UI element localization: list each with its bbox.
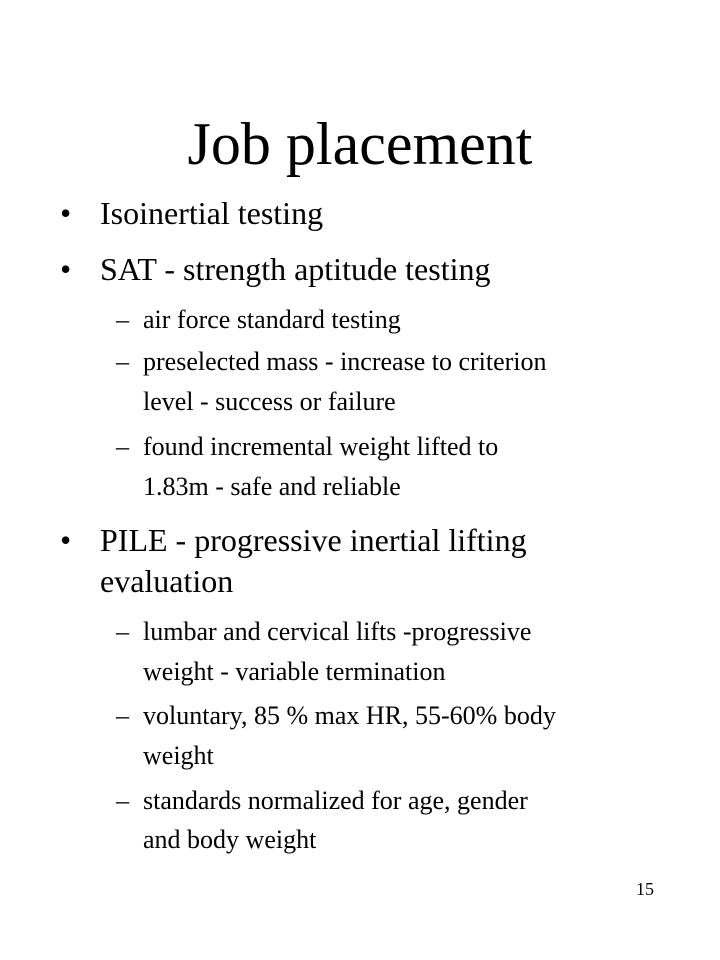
sub-bullet-text: weight - variable termination	[143, 657, 446, 686]
sub-bullet-text: level - success or failure	[143, 387, 396, 416]
dash-icon: –	[116, 347, 129, 376]
bullet-item	[60, 521, 527, 559]
sub-bullet-continuation	[143, 384, 396, 420]
bullet-item	[60, 250, 491, 288]
dash-icon: –	[116, 786, 129, 815]
bullet-text: Isoinertial testing	[100, 195, 324, 231]
sub-bullet-text: air force standard testing	[143, 305, 401, 334]
sub-bullet-text: standards normalized for age, gender	[143, 786, 528, 815]
sub-bullet-continuation	[143, 469, 401, 505]
slide-title: Job placement	[187, 111, 533, 177]
sub-bullet-text: preselected mass - increase to criterion	[143, 347, 547, 376]
sub-bullet-item	[116, 429, 499, 465]
sub-bullet-continuation	[143, 822, 316, 858]
dash-icon: –	[116, 617, 129, 646]
sub-bullet-item	[116, 614, 532, 650]
bullet-dot-icon: •	[60, 251, 72, 287]
sub-bullet-text: found incremental weight lifted to	[143, 432, 499, 461]
sub-bullet-continuation	[143, 654, 446, 690]
bullet-text: SAT - strength aptitude testing	[100, 251, 491, 287]
bullet-text: PILE - progressive inertial lifting	[100, 522, 527, 558]
sub-bullet-text: 1.83m - safe and reliable	[143, 472, 401, 501]
bullet-dot-icon: •	[60, 522, 72, 558]
bullet-dot-icon: •	[60, 195, 72, 231]
sub-bullet-item	[116, 302, 401, 338]
sub-bullet-text: weight	[143, 741, 214, 770]
sub-bullet-text: voluntary, 85 % max HR, 55-60% body	[143, 701, 556, 730]
bullet-continuation	[100, 562, 233, 600]
page-number: 15	[636, 879, 654, 899]
bullet-text: evaluation	[100, 563, 234, 599]
dash-icon: –	[116, 305, 129, 334]
sub-bullet-item	[116, 344, 547, 380]
dash-icon: –	[116, 701, 129, 730]
sub-bullet-continuation	[143, 738, 214, 774]
dash-icon: –	[116, 432, 129, 461]
bullet-item	[60, 194, 324, 232]
sub-bullet-item	[116, 698, 556, 734]
sub-bullet-text: lumbar and cervical lifts -progressive	[143, 617, 532, 646]
sub-bullet-text: and body weight	[143, 825, 317, 854]
sub-bullet-item	[116, 783, 528, 819]
